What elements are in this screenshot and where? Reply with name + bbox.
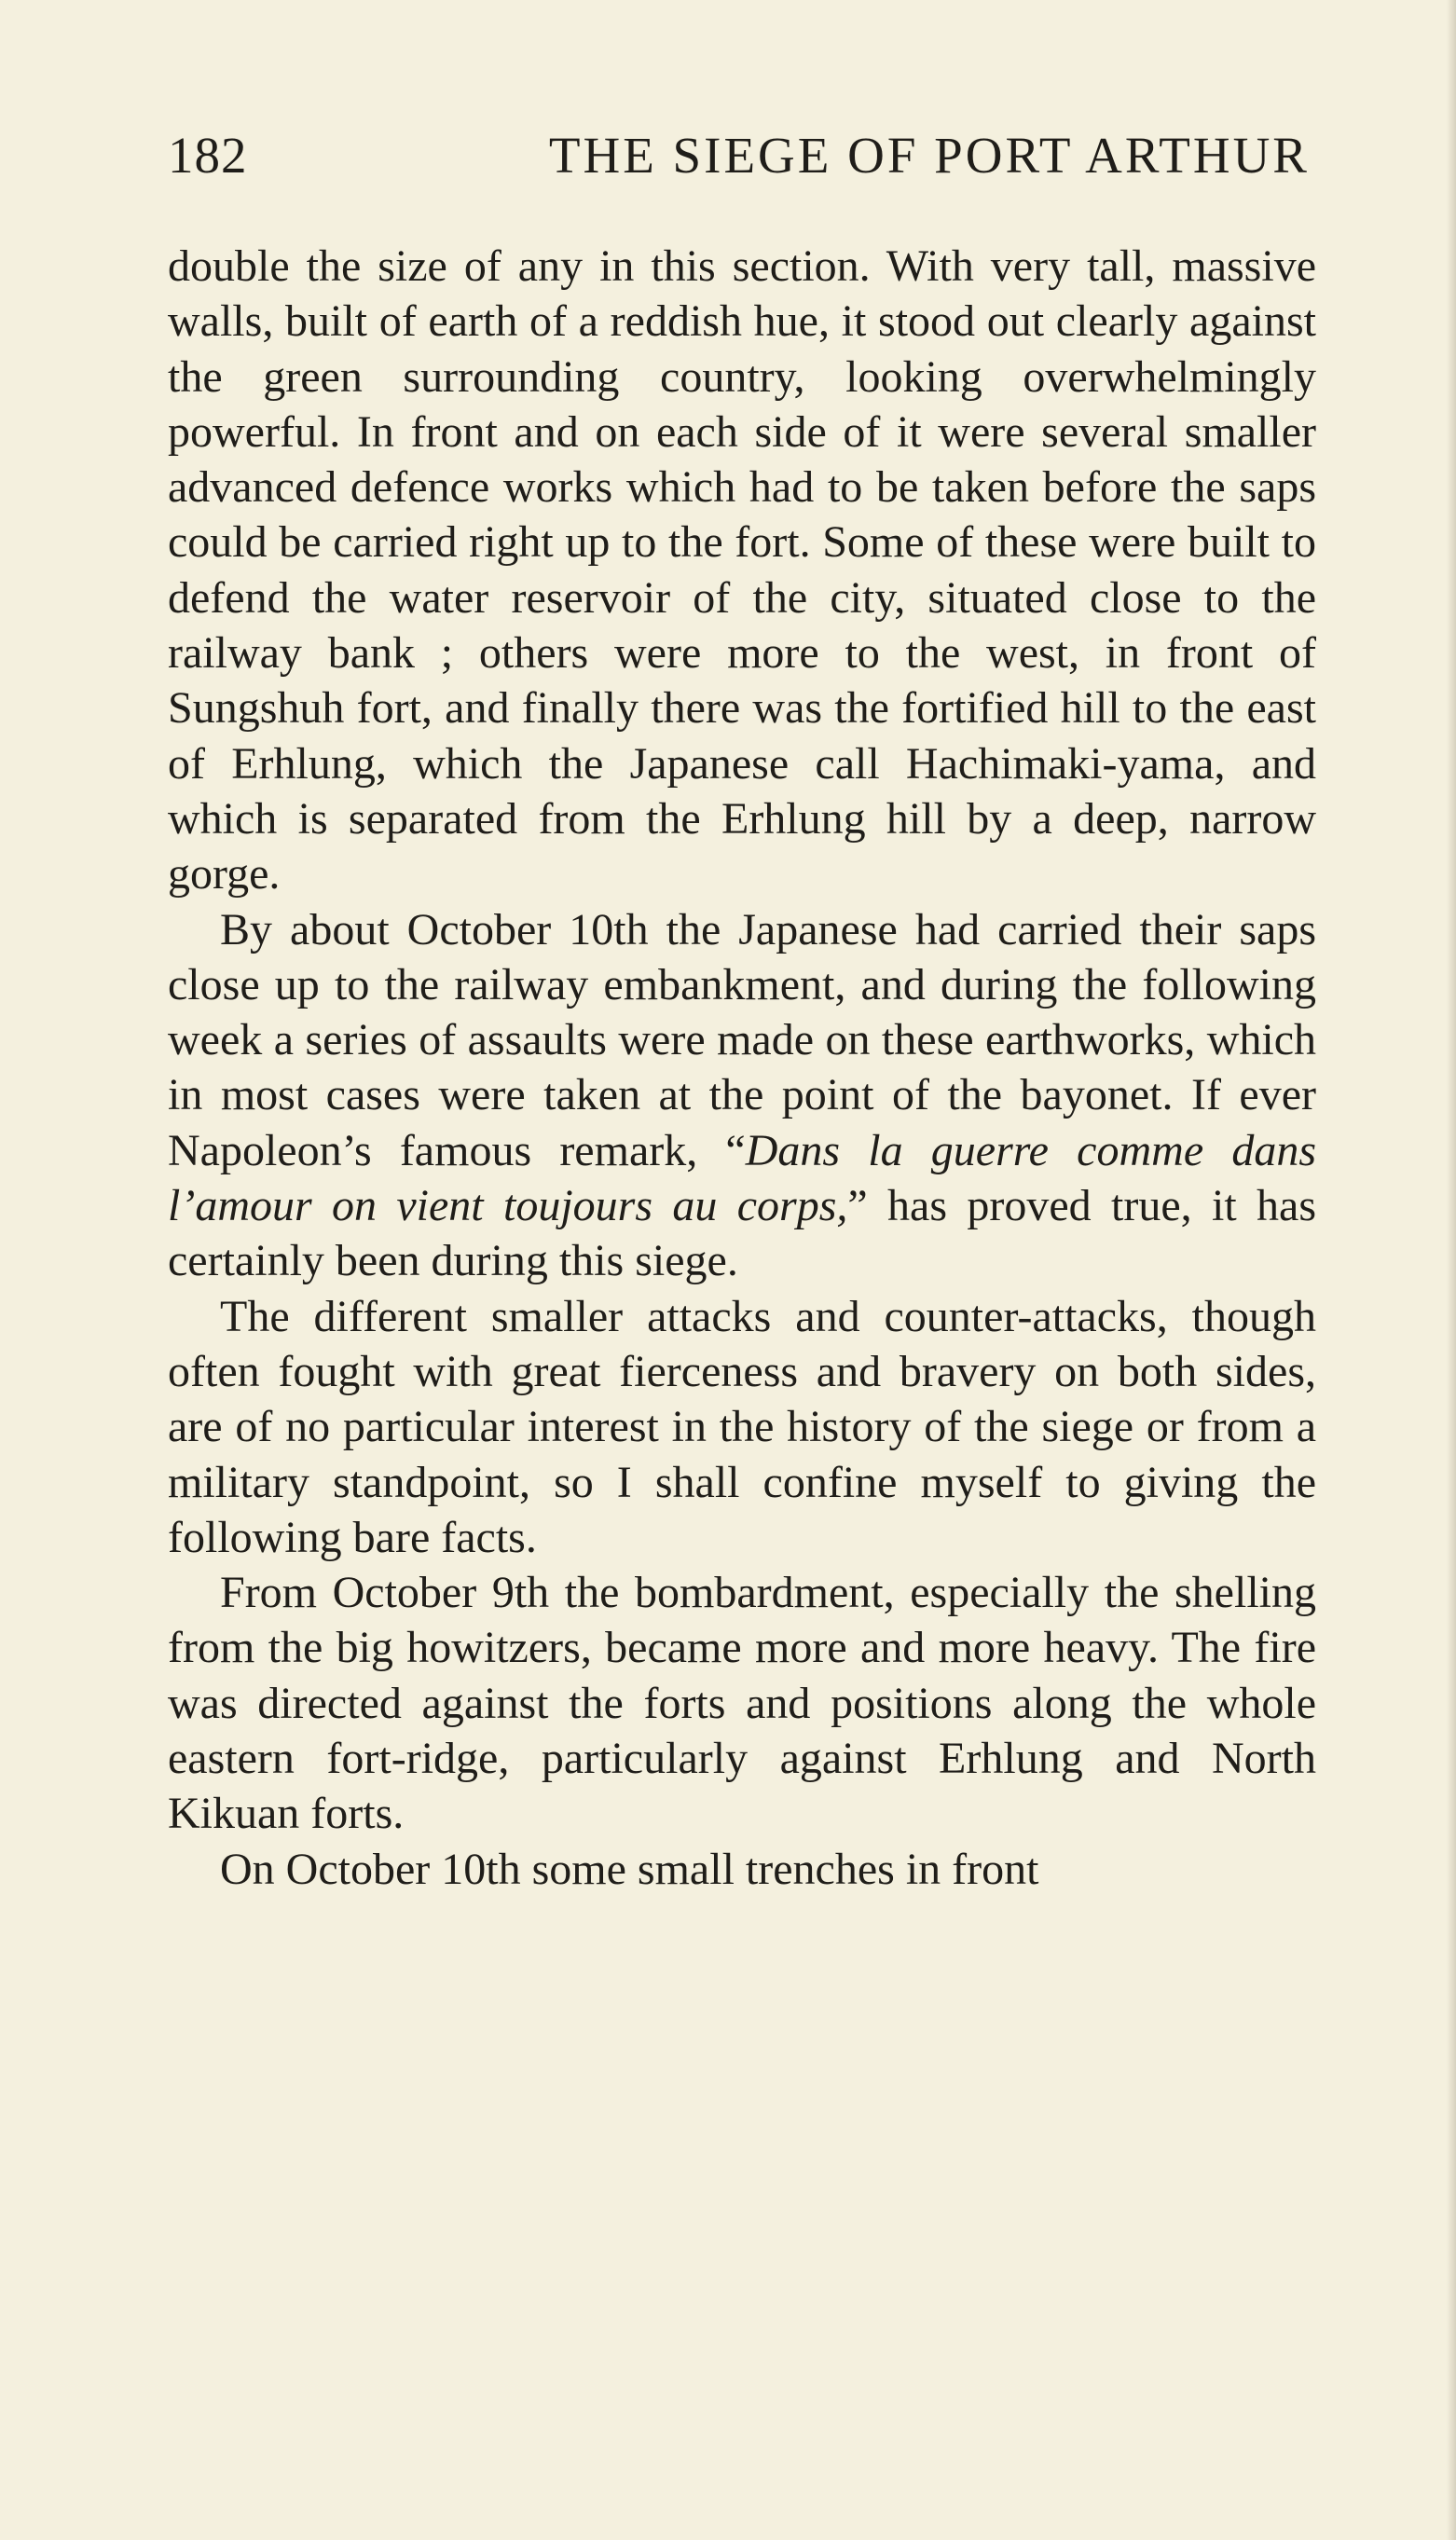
page-edge-shadow: [1447, 0, 1456, 2540]
paragraph-1: double the size of any in this section. With very tall, massive walls, built of earth of a reddish hue, it stood out clearly against the green surrounding country, looking overwhelmingly powerful. In front and on each side of it were several smaller advanced defence works which had to be taken before the saps could be carried right up to the fort. Some of these were built to defend the water reservoir of the city, situated close to the railway bank ; others were more to the west, in front of Sungshuh fort, and finally there was the fortified hill to the east of Erhlung, which the Japanese call Hachimaki-yama, and which is separated from the Erhlung hill by a deep, narrow gorge.: [168, 241, 1316, 899]
body-text: [168, 239, 1316, 1897]
paragraph-4: From October 9th the bombardment, especially the shelling from the big howitzers, became more and more heavy. The fire was directed against the forts and positions along the whole eastern fort-ridge, particularly against Erhlung and North Kikuan forts.: [168, 1568, 1316, 1839]
paragraph-2-text-before: By about October 10th the Japanese had carried their saps close up to the railway embankment, and during the following week a series of assaults were made on these earthworks, which in most cases were taken at the point of the bayonet. If ever Napoleon’s famous remark, “: [168, 904, 1316, 1175]
paragraph-2-text-after: ” has proved true, it has certainly been during this siege.: [168, 1181, 1317, 1286]
paragraph-3: The different smaller attacks and counter-attacks, though often fought with great fierceness and bravery on both sides, are of no particular interest in the history of the siege or from a military standpoint, so I shall confine myself to giving the following bare facts.: [168, 1291, 1316, 1562]
napoleon-quote: Dans la guerre comme dans l’amour on vient toujours au corps,: [168, 1125, 1316, 1231]
running-title: THE SIEGE OF PORT ARTHUR: [548, 127, 1310, 184]
running-header: [168, 123, 1310, 188]
page-number: 182: [168, 127, 248, 184]
paragraph-2: [168, 902, 1316, 1289]
paragraph-5: On October 10th some small trenches in front: [220, 1844, 1039, 1894]
